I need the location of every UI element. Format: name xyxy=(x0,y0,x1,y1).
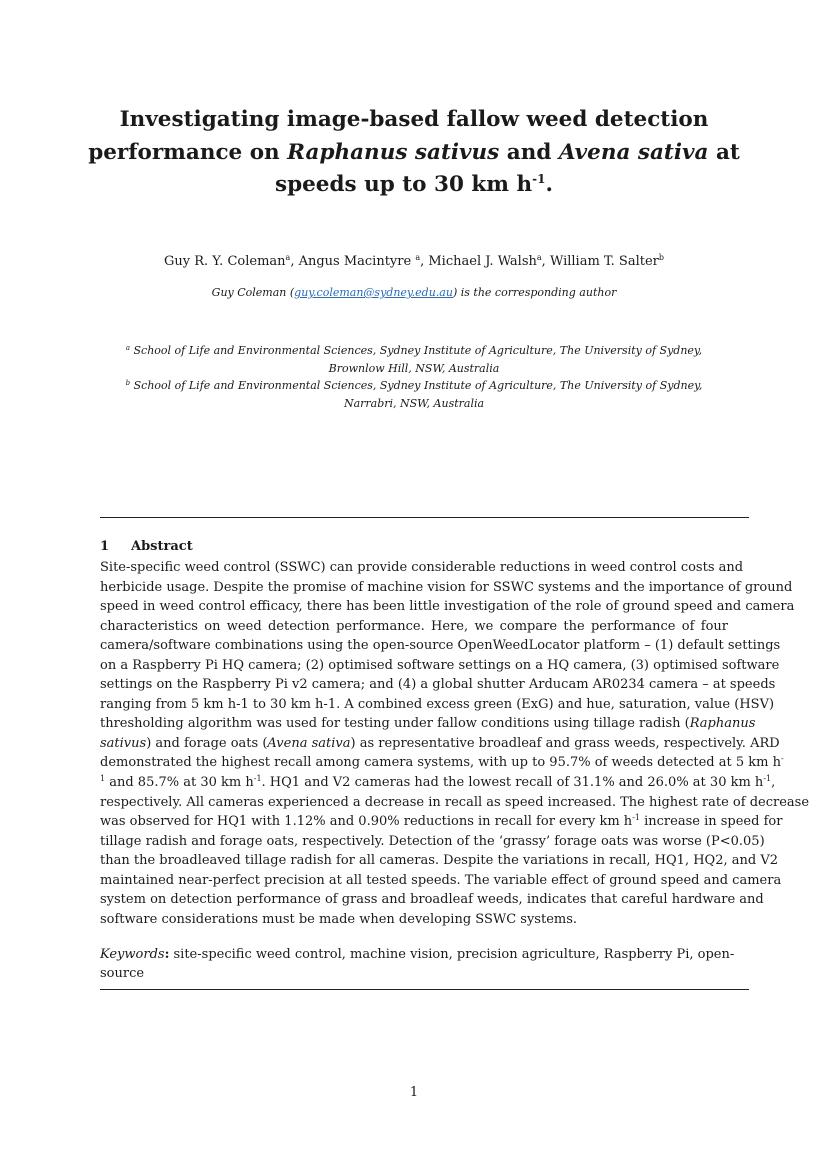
keywords-line: Keywords: site-specific weed control, machine vision, precision agriculture, Raspberry Pi, open-source xyxy=(100,947,735,981)
author: Guy R. Y. Coleman xyxy=(163,254,286,269)
corresponding-author-note: Guy Coleman (guy.coleman@sydney.edu.au) is the corresponding author xyxy=(211,286,617,299)
affiliation-a: $^a$ School of Life and Environmental Sciences, Sydney Institute of Agriculture, The University of Sydney, Brownlow Hill, NSW, Australia xyxy=(125,344,703,375)
abstract-body: Site-specific weed control (SSWC) can provide considerable reductions in weed control costs and herbicide usage. Despite the promise of machine vision for SSWC systems and the importance of ground speed in weed control efficacy, there has been little investigation of the role of ground speed and camera characteristics on weed detection performance. Here, we compare the performance of four camera/software combinations using the open-source OpenWeedLocator platform – (1) default settings on a Raspberry Pi HQ camera; (2) optimised software settings on a HQ camera, (3) optimised software settings on the Raspberry Pi v2 camera; and (4) a global shutter Arducam AR0234 camera – at speeds ranging from 5 km h-1 to 30 km h-1. A combined excess green (ExG) and hue, saturation, value (HSV) thresholding algorithm was used for testing under fallow conditions using tillage radish (Raphanus sativus) and forage oats (Avena sativa) as representative broadleaf and grass weeds, respectively. ARD demonstrated the highest recall among camera systems, with up to 95.7% of weeds detected at 5 km h- $^1$ and 85.7% at 30 km $h^{-1}$. HQ1 and V2 cameras had the lowest recall of 31.1% and 26.0% at 30 km $h^{-1}$, respectively. All cameras experienced a decrease in recall as speed increased. The highest rate of decrease was observed for HQ1 with 1.12% and 0.90% reductions in recall for every km $h^{-1}$ increase in speed for tillage radish and forage oats, respectively. Detection of the ‘grassy’ forage oats was worse (P<0.05) than the broadleaved tillage radish for all cameras. Despite the variations in recall, HQ1, HQ2, and V2 maintained near-perfect precision at all tested speeds. The variable effect of ground speed and camera system on detection performance of grass and broadleaf weeds, indicates that careful hardware and software considerations must be made when developing SSWC systems. xyxy=(100,560,810,927)
corresponding-email-link[interactable]: guy.coleman@sydney.edu.au xyxy=(294,286,453,299)
author: Michael J. Walsh xyxy=(428,254,537,269)
paper-title xyxy=(80,104,748,202)
section-title: Abstract xyxy=(131,539,193,554)
species-raphanus: Raphanus sativus xyxy=(287,139,500,165)
section-heading-abstract xyxy=(100,538,193,556)
author: Angus Macintyre xyxy=(298,254,416,269)
title-line-1: Investigating image-based fallow weed detection xyxy=(119,107,709,132)
affiliation-b: $^b$ School of Life and Environmental Sciences, Sydney Institute of Agriculture, The University of Sydney, Narrabri, NSW, Australia xyxy=(125,379,703,410)
species-avena: Avena sativa xyxy=(558,139,709,165)
section-number: 1 xyxy=(100,539,110,554)
author: William T. Salter xyxy=(549,254,659,269)
keywords-label: Keywords xyxy=(100,947,165,962)
keywords-text: site-specific weed control, machine vision, precision agriculture, Raspberry Pi, open-source xyxy=(100,947,735,981)
title-line-3: speeds up to 30 km $h^{-1}$. xyxy=(274,172,554,197)
bottom-divider xyxy=(100,989,749,990)
author-list: Guy R. Y. Coleman$^a$, Angus Macintyre $^a$, Michael J. Walsh$^a$, William T. Salter$^b$ xyxy=(163,253,665,269)
top-divider xyxy=(100,517,749,518)
page-number: 1 xyxy=(409,1085,419,1100)
title-line-2: performance on Raphanus sativus and Avena sativa at xyxy=(88,139,740,165)
